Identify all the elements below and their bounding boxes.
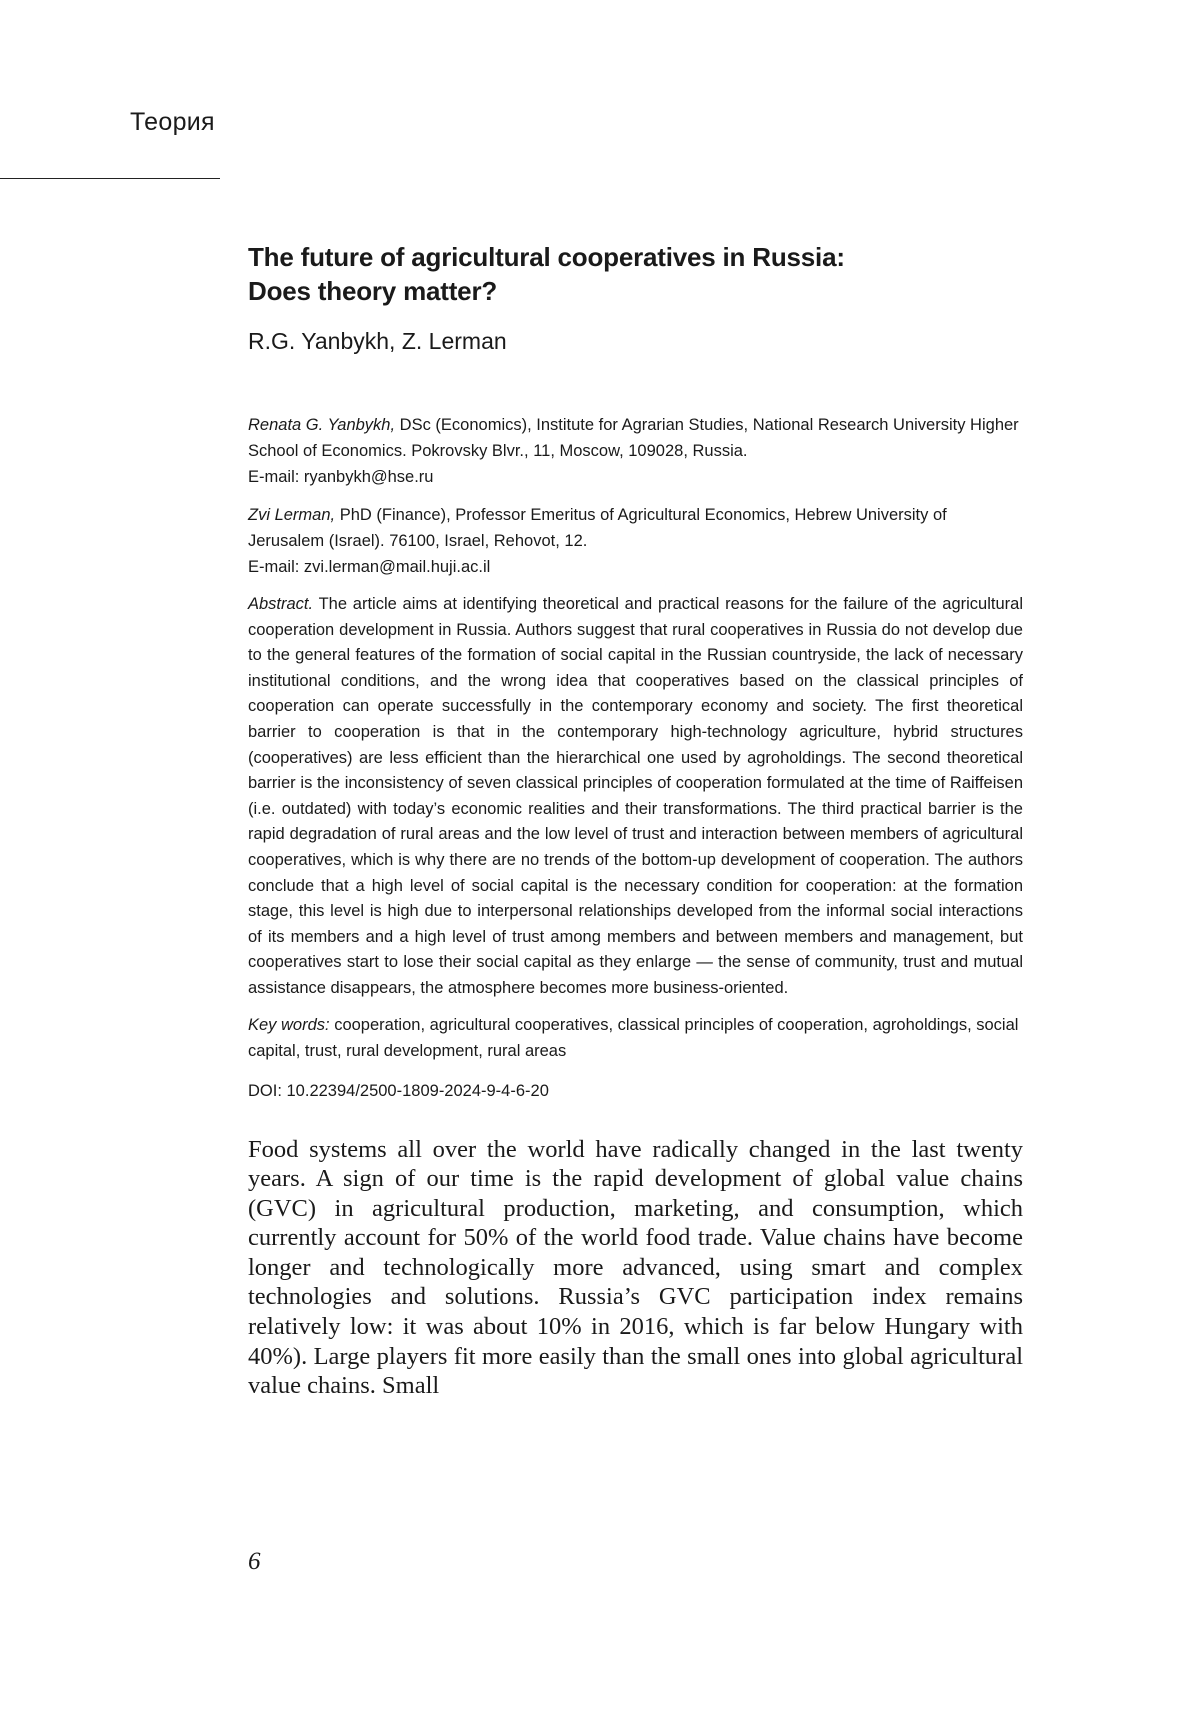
author1-info: DSc (Economics), Institute for Agrarian Studies, National Research University Higher School of Economics. Pokrovsky Blvr., 11, Moscow, 109028, Russia. [248, 416, 1019, 460]
author1-email: E-mail: ryanbykh@hse.ru [248, 468, 433, 486]
author2-name: Zvi Lerman, [248, 506, 335, 524]
keywords-label: Key words: [248, 1016, 330, 1034]
article-title-line2: Does theory matter? [248, 276, 497, 306]
author1-name: Renata G. Yanbykh, [248, 416, 395, 434]
section-divider [0, 178, 220, 179]
abstract-text: The article aims at identifying theoretical and practical reasons for the failure of the agricultural cooperation development in Russia. Authors suggest that rural cooperatives in Russia do not develop due to the general features of the formation of social capital in the Russian countryside, the lack of necessary institutional conditions, and the wrong idea that cooperatives based on the classical principles of cooperation can operate successfully in the contemporary economy and society. The first theoretical barrier to cooperation is that in the contemporary high-technology agriculture, hybrid structures (cooperatives) are less efficient than the hierarchical one used by agroholdings. The second theoretical barrier is the inconsistency of seven classical principles of cooperation formulated at the time of Raiffeisen (i.e. outdated) with today’s economic realities and their transformations. The third practical barrier is the rapid degradation of rural areas and the low level of trust and interaction between members of agricultural cooperatives, which is why there are no trends of the bottom-up development of cooperation. The authors conclude that a high level of social capital is the necessary condition for cooperation: at the formation stage, this level is high due to interpersonal relationships developed from the informal social interactions of its members and a high level of trust among members and between members and management, but cooperatives start to lose their social capital as they enlarge — the sense of community, trust and mutual assistance disappears, the atmosphere becomes more business-oriented. [248, 595, 1023, 997]
abstract-label: Abstract. [248, 595, 313, 613]
abstract [248, 592, 1023, 1002]
keywords [248, 1012, 1023, 1064]
section-label: Теория [130, 108, 215, 137]
article-title [248, 240, 1023, 308]
article-content [248, 240, 1023, 1425]
author2-info: PhD (Finance), Professor Emeritus of Agricultural Economics, Hebrew University of Jerusalem (Israel). 76100, Israel, Rehovot, 12. [248, 506, 947, 550]
doi: DOI: 10.22394/2500-1809-2024-9-4-6-20 [248, 1082, 1023, 1101]
author1-affiliation [248, 412, 1023, 490]
article-title-line1: The future of agricultural cooperatives in Russia: [248, 242, 845, 272]
page-number: 6 [248, 1548, 261, 1576]
author2-email: E-mail: zvi.lerman@mail.huji.ac.il [248, 558, 490, 576]
article-authors: R.G. Yanbykh, Z. Lerman [248, 328, 1023, 355]
body-paragraph: Food systems all over the world have radically changed in the last twenty years. A sign of our time is the rapid development of global value chains (GVC) in agricultural production, marketing, and consumption, which currently account for 50% of the world food trade. Value chains have become longer and technologically more advanced, using smart and complex technologies and solutions. Russia’s GVC participation index remains relatively low: it was about 10% in 2016, which is far below Hungary with 40%). Large players fit more easily than the small ones into global agricultural value chains. Small [248, 1135, 1023, 1401]
author2-affiliation [248, 502, 1023, 580]
keywords-text: cooperation, agricultural cooperatives, classical principles of cooperation, agroholdings, social capital, trust, rural development, rural areas [248, 1016, 1018, 1060]
